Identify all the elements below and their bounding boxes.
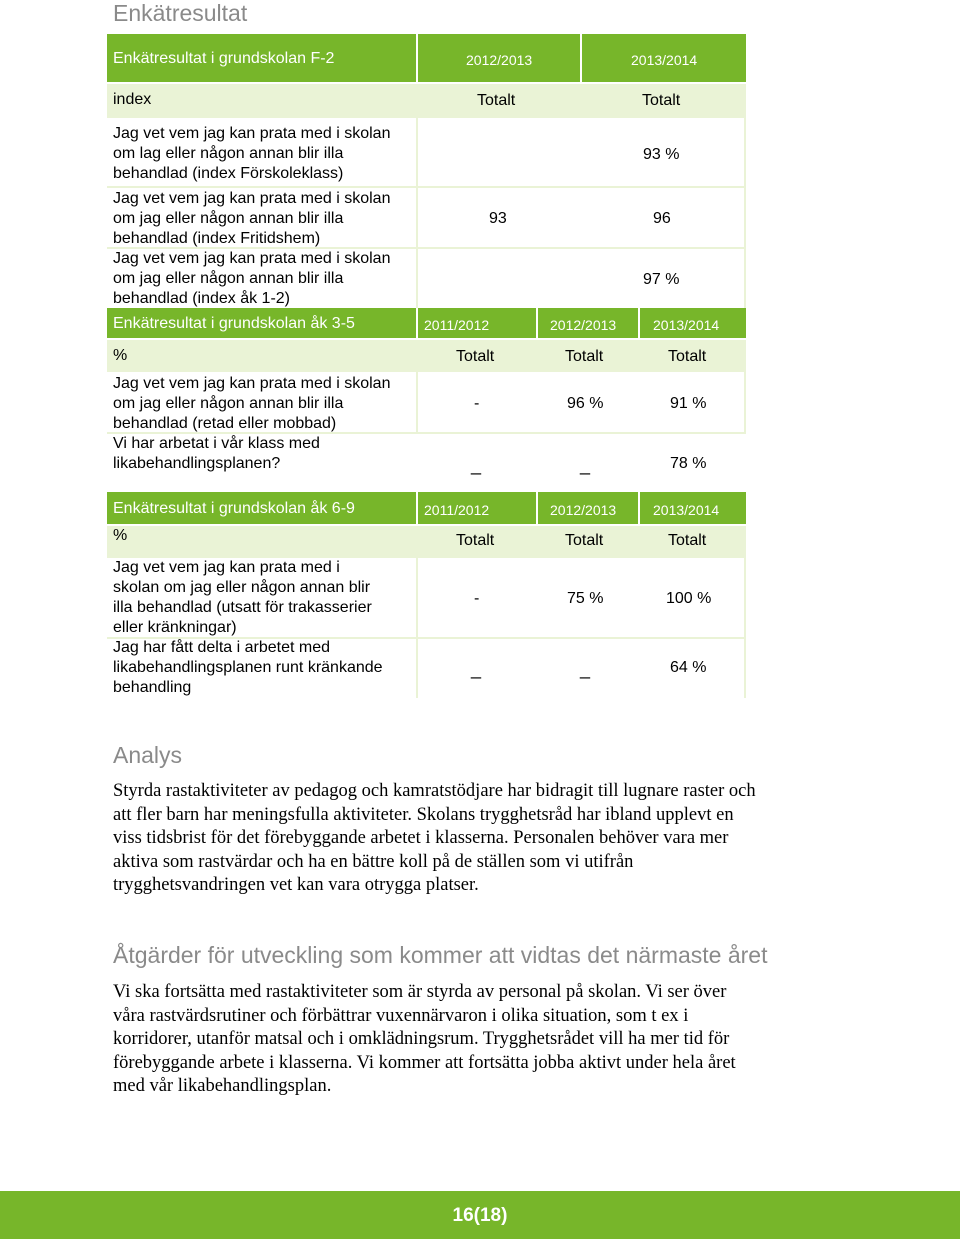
t1-sub-label: index [113, 91, 152, 108]
t2-title: Enkätresultat i grundskolan åk 3-5 [113, 315, 355, 332]
t1-title: Enkätresultat i grundskolan F-2 [113, 50, 335, 67]
t1-row-3-question: Jag vet vem jag kan prata med i skolan om jag eller någon annan blir illa behandlad (index åk 1-2) [113, 250, 391, 307]
atgarder-line: förebyggande arbete i klasserna. Vi kommer att fortsätta jobba aktivt under hela året [113, 1052, 736, 1073]
t1-row-2-val-2: 96 [653, 210, 671, 227]
analys-line: trygghetsvandringen vet kan vara otrygga platser. [113, 875, 479, 896]
t3-year-2: 2012/2013 [550, 502, 617, 518]
t1-row-2-question: Jag vet vem jag kan prata med i skolan om jag eller någon annan blir illa behandlad (index Fritidshem) [113, 190, 391, 247]
t2-year-2: 2012/2013 [550, 317, 617, 333]
analys-heading: Analys [113, 742, 183, 768]
t2-row-2-val-3: 78 % [670, 455, 707, 472]
t2-sub-col-1: Totalt [456, 348, 495, 365]
t3-row-2-question: Jag har fått delta i arbetet med likabehandlingsplanen runt kränkande behandling [113, 639, 383, 696]
t3-sub-col-2: Totalt [565, 532, 604, 549]
t1-year-2: 2013/2014 [631, 52, 698, 68]
t2-sub-col-2: Totalt [565, 348, 604, 365]
atgarder-heading: Åtgärder för utveckling som kommer att vidtas det närmaste året [113, 942, 768, 968]
t1-row-1-question: Jag vet vem jag kan prata med i skolan om lag eller någon annan blir illa behandlad (index Förskoleklass) [113, 125, 391, 182]
t3-sub-label: % [113, 527, 128, 544]
t2-row-1-val-2: 96 % [567, 395, 604, 412]
t1-sub-col-2: Totalt [642, 92, 681, 109]
t1-row-1-val-2: 93 % [643, 146, 680, 163]
t2-year-3: 2013/2014 [653, 317, 720, 333]
t1-row-3-val-2: 97 % [643, 271, 680, 288]
t2-subheader [107, 340, 746, 372]
page-number: 16(18) [452, 1205, 508, 1226]
t2-row-2-val-1: _ [471, 455, 482, 475]
footer-bar [0, 1191, 960, 1239]
atgarder-line: Vi ska fortsätta med rastaktiviteter som är styrda av personal på skolan. Vi ser över [113, 982, 727, 1002]
t3-row-2-val-3: 64 % [670, 659, 707, 676]
analys-line: Styrda rastaktiviteter av pedagog och kamratstödjare har bidragit till lugnare raster och [113, 781, 756, 801]
t1-sub-col-1: Totalt [477, 92, 516, 109]
t2-row-2-question: Vi har arbetat i vår klass med likabehandlingsplanen? [113, 435, 320, 472]
t3-title: Enkätresultat i grundskolan åk 6-9 [113, 500, 355, 517]
t3-row-1-val-3: 100 % [666, 590, 712, 607]
t3-row-2-val-1: _ [471, 659, 482, 679]
t3-row-1-val-1: - [474, 590, 480, 607]
atgarder-line: våra rastvärdsrutiner och förbättrar vuxennärvaron i olika situation, som t ex i [113, 1005, 689, 1026]
page-heading: Enkätresultat [113, 0, 248, 26]
t3-row-2-val-2: _ [580, 659, 591, 679]
t3-sub-col-1: Totalt [456, 532, 495, 549]
analys-paragraph [113, 780, 756, 898]
t1-row-2-val-1: 93 [489, 210, 507, 227]
t3-sub-col-3: Totalt [668, 532, 707, 549]
analys-line: att fler barn har meningsfulla aktiviteter. Skolans trygghetsråd har ibland upplevt en [113, 804, 734, 825]
t2-year-1: 2011/2012 [424, 317, 490, 333]
t2-row-1-val-3: 91 % [670, 395, 707, 412]
t3-subheader [107, 526, 746, 558]
t2-row-1-question: Jag vet vem jag kan prata med i skolan om jag eller någon annan blir illa behandlad (retad eller mobbad) [113, 375, 391, 432]
t2-sub-col-3: Totalt [668, 348, 707, 365]
atgarder-paragraph [113, 981, 736, 1099]
t2-row-1-val-1: - [474, 395, 480, 412]
atgarder-line: korridorer, utanför matsal och i omklädningsrum. Trygghetsrådet vill ha mer tid för [113, 1029, 730, 1050]
t3-year-1: 2011/2012 [424, 502, 490, 518]
t3-row-1-question: Jag vet vem jag kan prata med i skolan om jag eller någon annan blir illa behandlad (utsatt för trakasserier eller kränkningar) [113, 559, 372, 636]
atgarder-line: med vår likabehandlingsplan. [113, 1076, 332, 1097]
t3-row-1-val-2: 75 % [567, 590, 604, 607]
analys-line: viss tidsbrist för det förebyggande arbetet i klasserna. Personalen behöver vara mer [113, 828, 729, 849]
t3-year-3: 2013/2014 [653, 502, 720, 518]
analys-line: aktiva som rastvärdar och ha en bättre koll på de ställen som vi utifrån [113, 851, 634, 872]
t2-row-2-val-2: _ [580, 455, 591, 475]
t2-sub-label: % [113, 347, 128, 364]
t1-year-1: 2012/2013 [466, 52, 533, 68]
